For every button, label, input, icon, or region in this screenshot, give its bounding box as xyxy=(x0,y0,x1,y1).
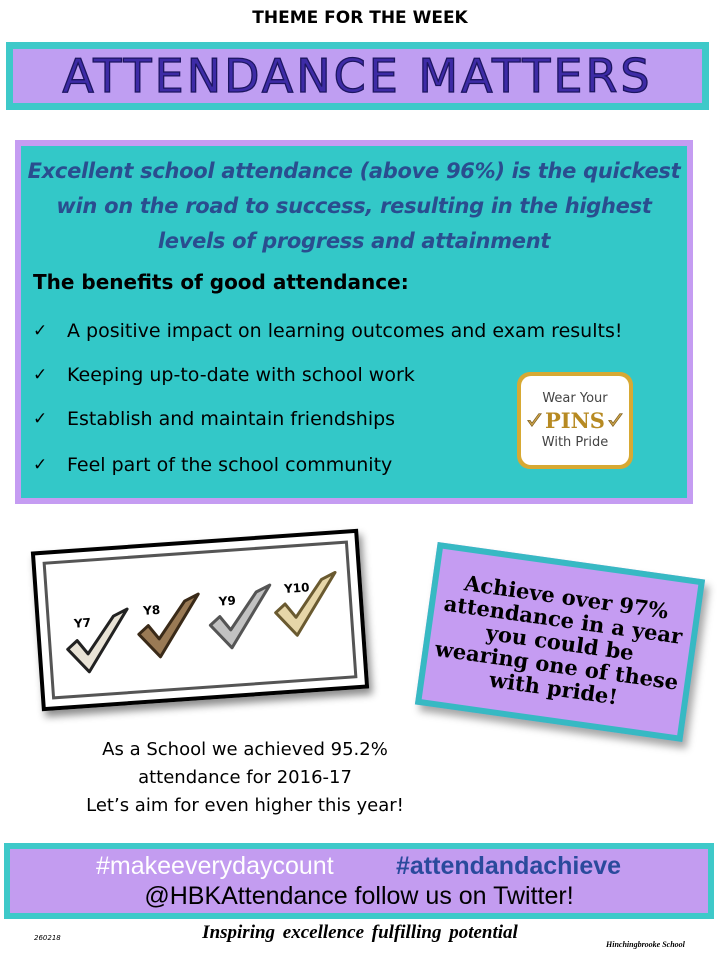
stat-line-1: As a School we achieved 95.2% xyxy=(102,739,388,760)
y10-pin-check-icon xyxy=(269,568,344,641)
pin-label-y10: Y10 xyxy=(283,580,310,597)
hashtag-attendandachieve: #attendandachieve xyxy=(396,852,622,880)
intro-text: Excellent school attendance (above 96%) is the quickest win on the road to success, resulting in the highest levels of progress and attainment xyxy=(27,159,681,253)
check-icon: ✓ xyxy=(33,455,48,475)
benefit-item xyxy=(33,408,395,430)
pin-label-y9: Y9 xyxy=(218,593,237,609)
achieve-text: Achieve over 97% attendance in a year you could be wearing one of these with pride! xyxy=(433,569,684,709)
achieve-callout xyxy=(415,542,705,742)
benefit-item xyxy=(33,454,392,476)
benefit-text: A positive impact on learning outcomes and exam results! xyxy=(67,320,623,342)
twitter-handle-text: @HBKAttendance follow us on Twitter! xyxy=(144,882,574,910)
stat-line-3: Let’s aim for even higher this year! xyxy=(86,795,404,816)
check-icon: ✓ xyxy=(33,409,48,429)
benefits-heading: The benefits of good attendance: xyxy=(33,270,409,294)
check-icon: ✓ xyxy=(33,321,48,341)
title-banner xyxy=(6,42,709,110)
pin-label-y8: Y8 xyxy=(142,602,161,618)
school-motto: Inspiring excellence fulfilling potential xyxy=(202,922,518,943)
benefit-text: Establish and maintain friendships xyxy=(67,408,396,430)
wear-your-pins-badge xyxy=(517,372,633,469)
check-icon: ✓ xyxy=(33,365,48,385)
info-box xyxy=(15,140,693,504)
benefit-text: Keeping up-to-date with school work xyxy=(67,364,415,386)
hashtag-makeeverydaycount: #makeeverydaycount xyxy=(96,852,334,880)
gold-check-icon xyxy=(526,412,543,429)
page-title: ATTENDANCE MATTERS xyxy=(62,49,653,103)
benefit-item xyxy=(33,364,415,386)
y7-pin-check-icon xyxy=(61,605,136,678)
pin-label-y7: Y7 xyxy=(73,615,92,631)
badge-middle-text: PINS xyxy=(545,408,605,433)
badge-top-text: Wear Your xyxy=(542,391,608,406)
y8-pin-check-icon xyxy=(132,590,207,663)
stat-line-2: attendance for 2016-17 xyxy=(138,767,352,788)
gold-check-icon xyxy=(607,412,624,429)
document-code: 260218 xyxy=(34,934,61,942)
school-name: Hinchingbrooke School xyxy=(606,940,685,949)
badge-bottom-text: With Pride xyxy=(541,435,609,450)
pins-display-card xyxy=(31,529,369,711)
benefit-item xyxy=(33,320,622,342)
social-banner xyxy=(4,843,714,919)
theme-label: THEME FOR THE WEEK xyxy=(252,8,468,28)
y9-pin-check-icon xyxy=(204,581,279,654)
benefit-text: Feel part of the school community xyxy=(67,454,393,476)
